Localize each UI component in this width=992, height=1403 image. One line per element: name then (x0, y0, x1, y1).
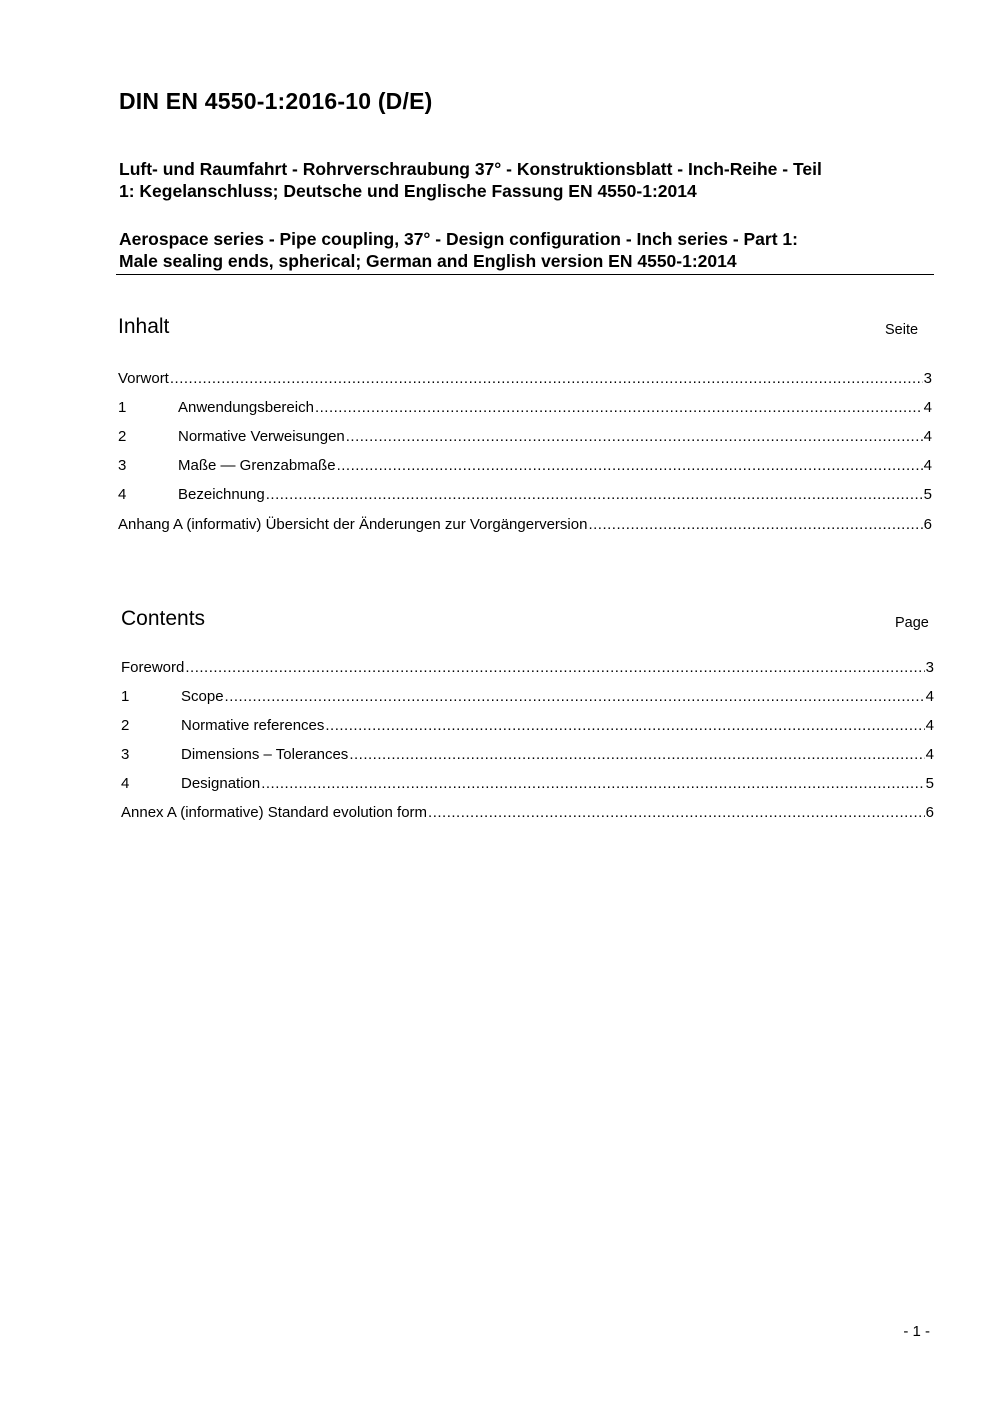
toc-entry-page: 3 (923, 370, 932, 387)
toc-entry-page: 4 (923, 428, 932, 445)
toc-de-entry-1[interactable] (118, 399, 932, 419)
toc-leader (315, 399, 923, 416)
toc-leader (185, 659, 924, 676)
toc-leader (325, 717, 924, 734)
toc-en-entry-3[interactable] (121, 746, 934, 766)
footer-page-number: - 1 - (903, 1323, 930, 1340)
toc-entry-title (121, 804, 427, 821)
toc-entry-title: Normative Verweisungen (178, 428, 345, 445)
toc-entry-page: 3 (925, 659, 934, 676)
toc-entry-page: 4 (923, 399, 932, 416)
toc-entry-title: Anwendungsbereich (178, 399, 314, 416)
toc-leader (170, 370, 923, 387)
toc-leader (337, 457, 923, 474)
toc-de-entry-foreword[interactable] (118, 370, 932, 390)
toc-entry-number: 3 (121, 746, 130, 763)
toc-entry-page: 5 (923, 486, 932, 503)
toc-en-entry-foreword[interactable] (121, 659, 934, 679)
toc-leader (261, 775, 924, 792)
toc-entry-page: 4 (923, 457, 932, 474)
toc-entry-title: Anhang A (informativ) Übersicht der Änderungen zur Vorgängerversion (118, 516, 588, 533)
toc-en-entry-4[interactable] (121, 775, 934, 795)
title-german-line-2: 1: Kegelanschluss; Deutsche und Englische Fassung EN 4550-1:2014 (119, 181, 697, 201)
toc-en-page-label: Page (895, 615, 929, 631)
toc-entry-number: 3 (118, 457, 127, 474)
toc-de-entry-3[interactable] (118, 457, 932, 477)
header-divider (116, 274, 934, 275)
toc-entry-page: 4 (925, 717, 934, 734)
toc-entry-number: 2 (121, 717, 130, 734)
toc-entry-number: 1 (121, 688, 130, 705)
toc-en-entry-1[interactable] (121, 688, 934, 708)
toc-entry-number: 4 (121, 775, 130, 792)
toc-de-entry-annex-a[interactable] (118, 516, 932, 536)
toc-entry-title: Scope (181, 688, 224, 705)
toc-entry-page: 6 (925, 804, 934, 821)
title-german-line-1: Luft- und Raumfahrt - Rohrverschraubung 37° - Konstruktionsblatt - Inch-Reihe - Teil (119, 159, 822, 179)
toc-entry-number: 1 (118, 399, 127, 416)
toc-leader (346, 428, 923, 445)
toc-en-entry-2[interactable] (121, 717, 934, 737)
toc-leader (266, 486, 923, 503)
toc-entry-title: Bezeichnung (178, 486, 265, 503)
title-english-line-1: Aerospace series - Pipe coupling, 37° - Design configuration - Inch series - Part 1: (119, 229, 798, 249)
toc-leader (428, 804, 925, 821)
document-id: DIN EN 4550-1:2016-10 (D/E) (119, 88, 433, 114)
toc-entry-title: Normative references (181, 717, 325, 734)
toc-entry-page: 4 (925, 746, 934, 763)
toc-entry-page: 5 (925, 775, 934, 792)
toc-en-heading: Contents (121, 607, 206, 630)
toc-entry-number: 4 (118, 486, 127, 503)
toc-de-entry-4[interactable] (118, 486, 932, 506)
toc-de-page-label: Seite (885, 322, 919, 338)
toc-entry-page: 4 (925, 688, 934, 705)
toc-entry-title: Designation (181, 775, 261, 792)
title-german (119, 158, 934, 202)
annex-informative-label: (informative) (180, 804, 264, 821)
toc-entry-title: Vorwort (118, 370, 169, 387)
title-english (119, 228, 934, 272)
toc-de-entry-2[interactable] (118, 428, 932, 448)
annex-title: Standard evolution form (267, 804, 428, 821)
toc-en-entry-annex-a[interactable] (121, 804, 934, 824)
toc-entry-page: 6 (923, 516, 932, 533)
toc-entry-title: Foreword (121, 659, 185, 676)
toc-leader (349, 746, 924, 763)
toc-entry-title: Maße — Grenzabmaße (178, 457, 336, 474)
toc-de-heading: Inhalt (118, 315, 170, 338)
title-english-line-2: Male sealing ends, spherical; German and English version EN 4550-1:2014 (119, 251, 737, 271)
toc-leader (588, 516, 922, 533)
annex-label: Annex A (121, 804, 177, 821)
toc-entry-number: 2 (118, 428, 127, 445)
toc-leader (225, 688, 925, 705)
toc-entry-title: Dimensions – Tolerances (181, 746, 349, 763)
